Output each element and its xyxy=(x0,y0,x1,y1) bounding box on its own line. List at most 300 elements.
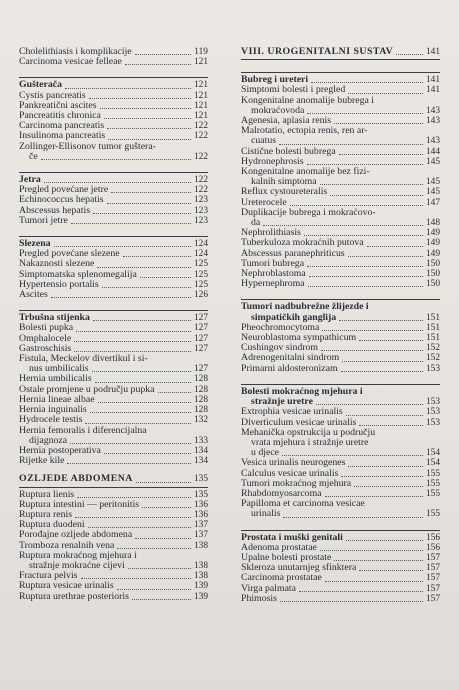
entry-title: Calculus vesicae urinalis xyxy=(241,467,339,479)
entry-title: Fractura pelvis xyxy=(19,570,78,582)
page-number: 151 xyxy=(425,312,440,323)
page-number: 138 xyxy=(193,571,208,582)
toc-entry xyxy=(241,458,440,468)
page-number: 137 xyxy=(193,530,208,541)
entry-title: Hypertensio portalis xyxy=(19,278,99,290)
dot-leader xyxy=(325,581,423,582)
dot-leader xyxy=(136,482,191,483)
dot-leader xyxy=(320,184,423,185)
entry-title: VIII. UROGENITALNI SUSTAV xyxy=(241,46,394,57)
entry-title: Skleroza unutarnjeg sfinktera xyxy=(241,562,357,574)
dot-leader xyxy=(341,476,423,477)
page-number: 150 xyxy=(425,258,440,269)
entry-title: Adrenogenitalni sindrom xyxy=(241,352,340,364)
dot-leader xyxy=(307,113,423,114)
dot-leader xyxy=(98,402,191,403)
entry-title: Primarni aldosteronizam xyxy=(241,362,338,374)
entry-title: u djece xyxy=(251,447,280,459)
page-number: 143 xyxy=(425,105,440,116)
dot-leader xyxy=(93,320,191,321)
dot-leader xyxy=(135,54,192,55)
entry-title: Ruptura mokraćnog mjehura i xyxy=(19,549,137,561)
dot-leader xyxy=(348,93,423,94)
dot-leader xyxy=(339,154,423,155)
dot-leader xyxy=(76,331,191,332)
dot-leader xyxy=(108,139,191,140)
entry-title: Hernia lineae albae xyxy=(19,393,95,405)
entry-title: Pregled povećane jetre xyxy=(19,184,109,196)
dot-leader xyxy=(97,267,191,268)
entry-title: simpatičkih ganglija xyxy=(251,311,337,323)
entry-title: Vesica urinalis neurogenes xyxy=(241,457,346,469)
dot-leader xyxy=(339,320,423,321)
entry-title: Hernia femoralis i diferencijalna xyxy=(19,424,147,436)
dot-leader xyxy=(67,463,191,464)
entry-title: Cholelithiasis i komplikacije xyxy=(19,46,132,57)
page-number: 139 xyxy=(193,591,208,602)
entry-title: Ascites xyxy=(19,289,48,301)
page-number: 126 xyxy=(193,290,208,301)
dot-leader xyxy=(321,350,423,351)
page-number: 141 xyxy=(425,85,440,96)
entry-title: Slezena xyxy=(19,238,51,250)
entry-title: Ruptura lienis xyxy=(19,488,75,500)
dot-leader xyxy=(92,371,191,372)
entry-title: Extrophia vesicae urinalis xyxy=(241,406,343,418)
page-number: 148 xyxy=(425,218,440,229)
page-number: 157 xyxy=(425,552,440,563)
entry-title: Bolesti mokraćnog mjehura i xyxy=(241,385,363,397)
toc-entry xyxy=(241,208,440,218)
dot-leader xyxy=(117,548,191,549)
entry-title: Cistične bolesti bubrega xyxy=(241,145,336,157)
page-number: 153 xyxy=(425,407,440,418)
dot-leader xyxy=(346,540,423,541)
page-number: 155 xyxy=(425,509,440,520)
entry-title: Rhabdomyosarcoma xyxy=(241,487,322,499)
page-number: 122 xyxy=(193,121,208,132)
entry-title: Kongenitalne anomalije bubrega i xyxy=(241,94,375,106)
page-number: 155 xyxy=(425,478,440,489)
entry-title: Ruptura vesicae urinalis xyxy=(19,580,114,592)
dot-leader xyxy=(348,466,422,467)
entry-title: Ureterocele xyxy=(241,196,287,208)
dot-leader xyxy=(396,54,423,55)
dot-leader xyxy=(263,225,423,226)
entry-title: Hernia inguinalis xyxy=(19,404,87,416)
dot-leader xyxy=(320,550,423,551)
page-number: 122 xyxy=(193,131,208,142)
entry-title: Simptomatska splenomegalija xyxy=(19,268,137,280)
dot-leader xyxy=(280,601,423,602)
page-number: 132 xyxy=(193,415,208,426)
entry-title: Tromboza renalnih vena xyxy=(19,539,115,551)
page-number: 136 xyxy=(193,509,208,520)
entry-title: Hypernephroma xyxy=(241,278,305,290)
page-number: 150 xyxy=(425,269,440,280)
entry-title: Zollinger-Ellisonov tumor guštera- xyxy=(19,140,156,152)
page-number: 122 xyxy=(193,151,208,162)
page-number: 149 xyxy=(425,228,440,239)
page-number: 143 xyxy=(425,116,440,127)
dot-leader xyxy=(354,486,423,487)
entry-title: Tumori bubrega xyxy=(241,257,305,269)
dot-leader xyxy=(307,266,423,267)
dot-leader xyxy=(100,108,191,109)
entry-title: dijagnoza xyxy=(29,434,68,446)
entry-title: Virga palmata xyxy=(241,582,296,594)
entry-title: nus umbilicalis xyxy=(29,363,89,375)
section-gap xyxy=(241,520,440,528)
page-number: 152 xyxy=(425,343,440,354)
page-number: 157 xyxy=(425,583,440,594)
section-gap xyxy=(19,300,208,308)
dot-leader xyxy=(334,560,423,561)
page-number: 133 xyxy=(193,435,208,446)
page-number: 150 xyxy=(425,279,440,290)
dot-leader xyxy=(140,277,191,278)
page-number: 135 xyxy=(193,474,208,485)
entry-title: Carcinoma pancreatis xyxy=(19,120,105,132)
page-number: 153 xyxy=(425,417,440,428)
page-number: 141 xyxy=(425,47,440,57)
entry-title: mokraćovoda xyxy=(251,104,305,116)
dot-leader xyxy=(316,404,423,405)
entry-title: Cushingov sindrom xyxy=(241,342,319,354)
entry-title: Nephrolithiasis xyxy=(241,227,301,239)
page-number: 127 xyxy=(193,364,208,375)
toc-entry xyxy=(19,142,208,152)
dot-leader xyxy=(111,192,191,193)
page-number: 138 xyxy=(193,560,208,571)
dot-leader xyxy=(359,425,423,426)
entry-title: Cystis pancreatis xyxy=(19,89,86,101)
dot-leader xyxy=(70,443,191,444)
entry-title: Neuroblastoma sympathicum xyxy=(241,332,357,344)
section-rule xyxy=(241,530,440,531)
entry-title: Carcinoma vesicae felleae xyxy=(19,56,122,68)
page-number: 121 xyxy=(193,80,208,91)
section-gap xyxy=(241,62,440,70)
entry-title: Gušterača xyxy=(19,79,62,91)
dot-leader xyxy=(367,246,423,247)
entry-title: Hernia umbilicalis xyxy=(19,373,92,385)
entry-title: urinalis xyxy=(251,508,281,520)
toc-entry xyxy=(19,152,208,162)
dot-leader xyxy=(304,235,423,236)
entry-title: Jetra xyxy=(19,174,41,186)
section-rule xyxy=(19,310,208,311)
toc-entry xyxy=(19,415,208,425)
page-number: 134 xyxy=(193,456,208,467)
section-gap xyxy=(19,162,208,170)
page-number: 124 xyxy=(193,239,208,250)
page-number: 149 xyxy=(425,238,440,249)
entry-title: Simptomi bolesti i pregled xyxy=(241,84,346,96)
page-number: 145 xyxy=(425,177,440,188)
page-number: 145 xyxy=(425,156,440,167)
chapter-rule xyxy=(241,59,440,60)
chapter-rule xyxy=(19,487,208,488)
entry-title: cuatus xyxy=(251,135,277,147)
dot-leader xyxy=(334,123,423,124)
page-number: 134 xyxy=(193,445,208,456)
page-number: 121 xyxy=(193,90,208,101)
dot-leader xyxy=(88,527,191,528)
dot-leader xyxy=(311,82,423,83)
dot-leader xyxy=(77,497,191,498)
dot-leader xyxy=(41,159,191,160)
page-number: 121 xyxy=(193,57,208,68)
page-number: 151 xyxy=(425,322,440,333)
entry-title: Ostale promjene u području pupka xyxy=(19,383,155,395)
page-number: 123 xyxy=(193,215,208,226)
dot-leader xyxy=(142,507,191,508)
page-number: 122 xyxy=(193,185,208,196)
page-number: 135 xyxy=(193,489,208,500)
dot-leader xyxy=(359,340,423,341)
toc-entry xyxy=(19,57,208,67)
entry-title: Nephroblastoma xyxy=(241,268,306,280)
toc-entry xyxy=(241,364,440,374)
dot-leader xyxy=(158,392,191,393)
page-number: 141 xyxy=(425,75,440,86)
dot-leader xyxy=(325,496,423,497)
page-number: 121 xyxy=(193,111,208,122)
toc-entry xyxy=(241,407,440,417)
section-gap xyxy=(241,289,440,297)
dot-leader xyxy=(309,276,423,277)
dot-leader xyxy=(44,182,191,183)
entry-title: Reflux cystoureteralis xyxy=(241,186,328,198)
page-number: 136 xyxy=(193,499,208,510)
entry-title: če xyxy=(29,150,38,162)
section-rule xyxy=(241,384,440,385)
entry-title: Diverticulum vesicae urinalis xyxy=(241,416,357,428)
dot-leader xyxy=(342,361,423,362)
section-gap xyxy=(241,374,440,382)
entry-title: Porođajne ozljede abdomena xyxy=(19,529,133,541)
entry-title: Fistula, Meckelov divertikul i si- xyxy=(19,353,148,365)
dot-leader xyxy=(74,351,191,352)
entry-title: Gastroschisis xyxy=(19,342,72,354)
dot-leader xyxy=(54,246,191,247)
dot-leader xyxy=(90,412,191,413)
toc-entry xyxy=(19,290,208,300)
dot-leader xyxy=(346,415,423,416)
section-rule xyxy=(19,172,208,173)
dot-leader xyxy=(107,128,191,129)
entry-title: Pancreatitis chronica xyxy=(19,110,101,122)
dot-leader xyxy=(128,568,191,569)
page-number: 127 xyxy=(193,313,208,324)
page-number: 155 xyxy=(425,488,440,499)
entry-title: OZLJEDE ABDOMENA xyxy=(19,473,133,485)
dot-leader xyxy=(330,195,423,196)
dot-leader xyxy=(65,88,191,89)
page-number: 153 xyxy=(425,363,440,374)
page-number: 139 xyxy=(193,581,208,592)
entry-title: Insulinoma pancreatis xyxy=(19,130,106,142)
page-number: 127 xyxy=(193,343,208,354)
page-number: 127 xyxy=(193,323,208,334)
entry-title: Papilloma et carcinoma vesicae xyxy=(241,498,365,510)
toc-entry xyxy=(19,530,208,540)
entry-title: Ruptura urethrae posterioris xyxy=(19,590,129,602)
dot-leader xyxy=(125,64,191,65)
entry-title: da xyxy=(251,217,261,229)
page-number: 154 xyxy=(425,448,440,459)
chapter-title xyxy=(241,47,440,57)
page-number: 128 xyxy=(193,384,208,395)
entry-title: Hydronephrosis xyxy=(241,155,304,167)
toc-entry xyxy=(19,592,208,602)
dot-leader xyxy=(308,286,423,287)
entry-title: Rijetke kile xyxy=(19,455,65,467)
dot-leader xyxy=(93,213,191,214)
dot-leader xyxy=(107,203,191,204)
page-number: 153 xyxy=(425,397,440,408)
dot-leader xyxy=(102,287,191,288)
entry-title: Tumori nadbubrežne žlijezde i xyxy=(241,301,369,313)
page-number: 125 xyxy=(193,279,208,290)
dot-leader xyxy=(341,371,423,372)
page-number: 127 xyxy=(193,333,208,344)
entry-title: stražnje mokraćne cijevi xyxy=(29,559,125,571)
toc-entry xyxy=(241,594,440,604)
page-number: 119 xyxy=(194,47,208,57)
entry-title: Mehanička opstrukcija u području xyxy=(241,426,376,438)
entry-title: Trbušna stijenka xyxy=(19,312,90,324)
dot-leader xyxy=(322,330,423,331)
dot-leader xyxy=(74,341,191,342)
dot-leader xyxy=(283,517,423,518)
dot-leader xyxy=(132,599,191,600)
page-number: 143 xyxy=(425,136,440,147)
page-number: 151 xyxy=(425,333,440,344)
entry-title: Ruptura intestini — peritonitis xyxy=(19,498,140,510)
section-gap xyxy=(19,226,208,234)
dot-leader xyxy=(51,297,191,298)
toc-entry xyxy=(19,456,208,466)
page-number: 123 xyxy=(193,195,208,206)
dot-leader xyxy=(71,223,191,224)
entry-title: Pheochromocytoma xyxy=(241,321,320,333)
entry-title: Bubreg i ureteri xyxy=(241,74,309,86)
page-number: 152 xyxy=(425,353,440,364)
dot-leader xyxy=(307,164,423,165)
entry-title: Bolesti pupka xyxy=(19,322,74,334)
entry-title: Abscessus hepatis xyxy=(19,204,91,216)
page-number: 144 xyxy=(425,146,440,157)
chapter-title xyxy=(19,474,208,484)
entry-title: Ruptura renis xyxy=(19,508,73,520)
entry-title: Upalne bolesti prostate xyxy=(241,551,332,563)
entry-title: Hydrocele testis xyxy=(19,414,83,426)
entry-title: Malrotatio, ectopia renis, ren ar- xyxy=(241,125,368,137)
section-gap xyxy=(19,67,208,75)
entry-title: Kongenitalne anomalije bez fizi- xyxy=(241,166,370,178)
dot-leader xyxy=(282,455,423,456)
entry-title: Hernia postoperativa xyxy=(19,444,101,456)
page-number: 122 xyxy=(193,175,208,186)
page-number: 137 xyxy=(193,520,208,531)
entry-title: Duplikacije bubrega i mokraćovo- xyxy=(241,206,376,218)
dot-leader xyxy=(75,517,191,518)
section-rule xyxy=(19,77,208,78)
entry-title: Nakaznosti slezene xyxy=(19,258,95,270)
page-number: 157 xyxy=(425,573,440,584)
entry-title: Pregled povećane slezene xyxy=(19,248,120,260)
page-number: 124 xyxy=(193,249,208,260)
entry-title: Phimosis xyxy=(241,592,277,604)
page-number: 128 xyxy=(193,405,208,416)
toc-entry xyxy=(19,216,208,226)
page-number: 138 xyxy=(193,540,208,551)
section-rule xyxy=(241,299,440,300)
page-number: 149 xyxy=(425,248,440,259)
entry-title: Abscessus paranephriticus xyxy=(241,247,345,259)
page-number: 125 xyxy=(193,269,208,280)
dot-leader xyxy=(81,578,191,579)
entry-title: Tumori mokraćnog mjehura xyxy=(241,477,352,489)
dot-leader xyxy=(290,205,423,206)
section-rule xyxy=(19,236,208,237)
page-number: 154 xyxy=(425,458,440,469)
entry-title: Carcinoma prostatae xyxy=(241,572,322,584)
toc-column-right xyxy=(241,47,440,604)
entry-title: Prostata i muški genitali xyxy=(241,531,343,543)
page-number: 128 xyxy=(193,394,208,405)
entry-title: Agenesia, aplasia renis xyxy=(241,115,332,127)
toc-column-left xyxy=(19,47,208,602)
entry-title: Echinococcus hepatis xyxy=(19,194,104,206)
entry-title: Tumori jetre xyxy=(19,214,68,226)
page-number: 125 xyxy=(193,259,208,270)
dot-leader xyxy=(85,423,191,424)
page-number: 157 xyxy=(425,563,440,574)
page-number: 123 xyxy=(193,205,208,216)
dot-leader xyxy=(299,591,423,592)
entry-title: stražnje uretre xyxy=(251,396,313,408)
page-number: 157 xyxy=(425,593,440,604)
dot-leader xyxy=(123,256,191,257)
page-number: 156 xyxy=(425,532,440,543)
entry-title: Tuberkuloza mokraćnih putova xyxy=(241,237,364,249)
page-number: 128 xyxy=(193,374,208,385)
toc-entry xyxy=(241,509,440,519)
dot-leader xyxy=(135,538,191,539)
dot-leader xyxy=(104,118,191,119)
entry-title: kalnih simptoma xyxy=(251,176,317,188)
entry-title: Pankreatični ascites xyxy=(19,99,97,111)
entry-title: vrata mjehura i stražnje uretre xyxy=(251,436,369,448)
entry-title: Omphalocele xyxy=(19,332,72,344)
dot-leader xyxy=(279,144,423,145)
page-number: 147 xyxy=(425,197,440,208)
dot-leader xyxy=(117,589,191,590)
dot-leader xyxy=(89,98,191,99)
dot-leader xyxy=(95,382,191,383)
entry-title: Ruptura duodeni xyxy=(19,519,85,531)
toc-entry xyxy=(241,279,440,289)
dot-leader xyxy=(348,256,423,257)
page-number: 156 xyxy=(425,542,440,553)
page-number: 145 xyxy=(425,187,440,198)
section-rule xyxy=(241,72,440,73)
dot-leader xyxy=(104,453,191,454)
dot-leader xyxy=(359,570,423,571)
